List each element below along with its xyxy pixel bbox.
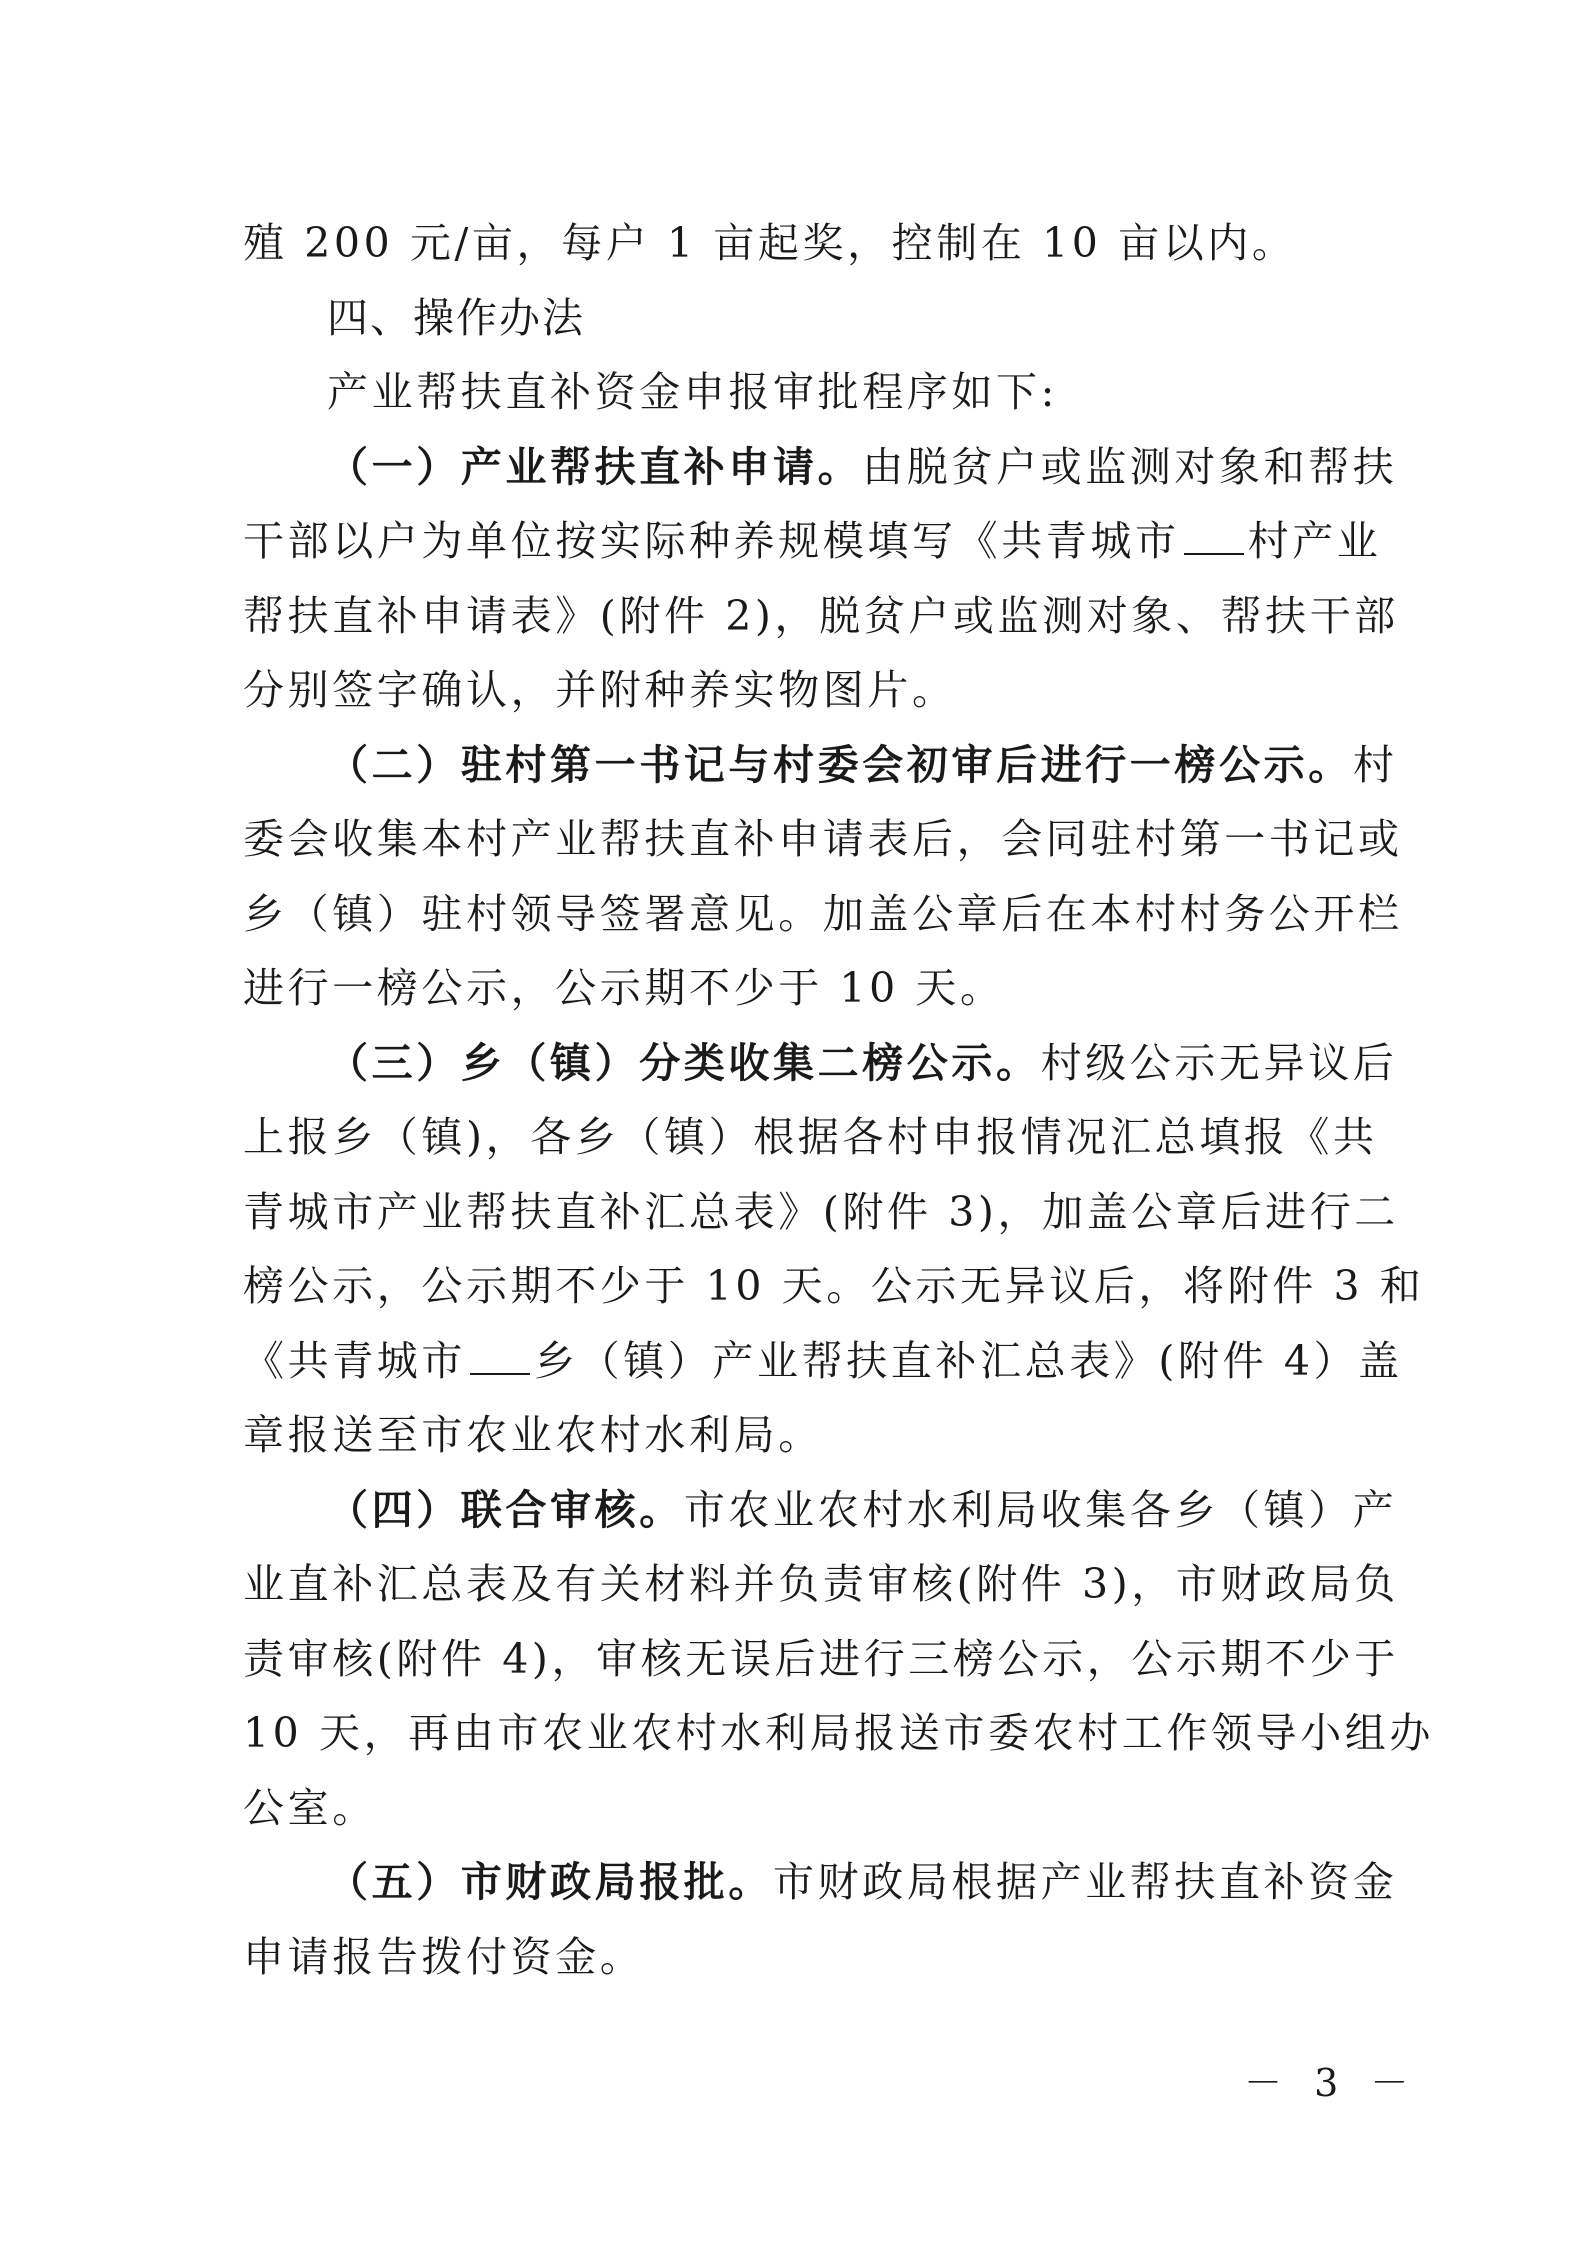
section-1-text: 村产业 [1247,517,1382,565]
section-4-line-4: 10 天，再由市农业农村水利局报送市委农村工作领导小组办 [243,1709,1435,1757]
section-1-line-3: 帮扶直补申请表》(附件 2)，脱贫户或监测对象、帮扶干部 [243,591,1399,640]
section-4-line-5: 公室。 [243,1783,377,1832]
section-4-text: 市农业农村水利局收集各乡（镇）产 [683,1485,1398,1534]
section-2-line-4: 进行一榜公示，公示期不少于 10 天。 [243,964,1005,1012]
section-1-line-1 [243,430,1398,505]
section-4-line-2: 业直补汇总表及有关材料并负责审核(附件 3)，市财政局负 [243,1560,1399,1608]
section-3-line-6: 章报送至市农业农村水利局。 [243,1411,823,1459]
section-4-title: （四）联合审核。 [327,1485,684,1534]
section-1-text: 干部以户为单位按实际种养规模填写《共青城市 [243,517,1180,565]
fill-in-blank [470,1337,530,1375]
section-heading: 四、操作办法 [327,293,585,342]
section-2-line-3: 乡（镇）驻村领导签署意见。加盖公章后在本村村务公开栏 [243,889,1403,938]
section-4-line-3: 责审核(附件 4)，审核无误后进行三榜公示，公示期不少于 [243,1634,1399,1683]
section-3-line-5 [243,1324,1403,1399]
section-4-line-1 [243,1473,1398,1548]
section-2-line-1 [243,728,1398,803]
section-2-title: （二）驻村第一书记与村委会初审后进行一榜公示。 [327,740,1353,789]
section-2-line-2: 委会收集本村产业帮扶直补申请表后，会同驻村第一书记或 [243,815,1403,863]
page-number: － 3 － [1244,2061,1419,2105]
fill-in-blank [1184,517,1244,555]
section-3-line-3: 青城市产业帮扶直补汇总表》(附件 3)，加盖公章后进行二 [243,1187,1399,1236]
section-1-line-4: 分别签字确认，并附种养实物图片。 [243,666,957,714]
section-1-text: 由脱贫户或监测对象和帮扶 [862,442,1398,491]
section-3-line-4: 榜公示，公示期不少于 10 天。公示无异议后，将附件 3 和 [243,1262,1425,1310]
paragraph-line: 殖 200 元/亩，每户 1 亩起奖，控制在 10 亩以内。 [243,219,1297,267]
document-body [243,206,1435,1994]
section-3-text: 《共青城市 [243,1336,466,1385]
section-3-line-1 [243,1026,1398,1101]
section-3-title: （三）乡（镇）分类收集二榜公示。 [327,1038,1041,1087]
section-3-text: 乡（镇）产业帮扶直补汇总表》(附件 4）盖 [534,1336,1403,1385]
section-5-line-2: 申请报告拨付资金。 [243,1932,645,1981]
section-5-text: 市财政局根据产业帮扶直补资金 [773,1858,1398,1906]
section-2-text: 村 [1352,740,1398,789]
section-5-title: （五）市财政局报批。 [327,1858,773,1906]
section-3-line-2: 上报乡（镇)，各乡（镇）根据各村申报情况汇总填报《共 [243,1113,1378,1161]
section-3-text: 村级公示无异议后 [1040,1038,1398,1087]
paragraph-line: 产业帮扶直补资金申报审批程序如下: [327,368,1059,416]
section-1-line-2 [243,504,1382,579]
section-1-title: （一）产业帮扶直补申请。 [327,442,863,491]
section-5-line-1 [243,1845,1398,1920]
